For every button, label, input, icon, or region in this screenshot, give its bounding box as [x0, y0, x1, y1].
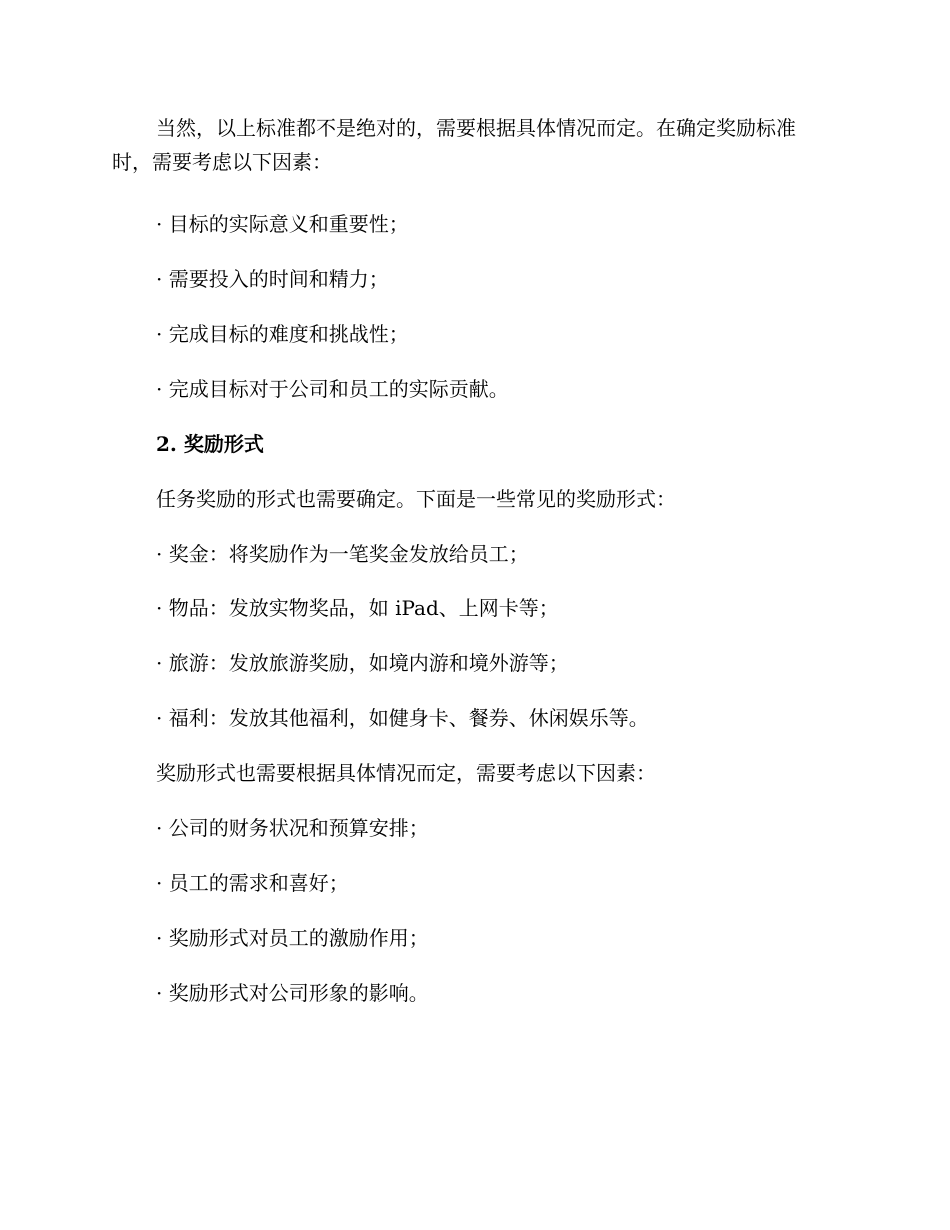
section-heading: 2. 奖励形式 — [156, 432, 264, 456]
form-item-bonus: · 奖金：将奖励作为一笔奖金发放给员工； — [156, 542, 529, 566]
factor-item-2: · 需要投入的时间和精力； — [156, 267, 389, 291]
form-item-goods: · 物品：发放实物奖品，如 iPad、上网卡等； — [156, 596, 559, 620]
factor2-item-4: · 奖励形式对公司形象的影响。 — [156, 981, 429, 1005]
factor-item-3: · 完成目标的难度和挑战性； — [156, 322, 409, 346]
factor2-item-2: · 员工的需求和喜好； — [156, 871, 349, 895]
factor-item-1: · 目标的实际意义和重要性； — [156, 212, 409, 236]
intro-paragraph: 当然，以上标准都不是绝对的，需要根据具体情况而定。在确定奖励标准时，需要考虑以下因素： — [112, 116, 796, 174]
factor2-item-3: · 奖励形式对员工的激励作用； — [156, 926, 429, 950]
form-item-benefits: · 福利：发放其他福利，如健身卡、餐券、休闲娱乐等。 — [156, 706, 649, 730]
forms-factors-intro-paragraph: 奖励形式也需要根据具体情况而定，需要考虑以下因素： — [156, 761, 656, 785]
factor2-item-1: · 公司的财务状况和预算安排； — [156, 816, 429, 840]
factor-item-4: · 完成目标对于公司和员工的实际贡献。 — [156, 377, 509, 401]
forms-intro-paragraph: 任务奖励的形式也需要确定。下面是一些常见的奖励形式： — [156, 487, 676, 511]
form-item-travel: · 旅游：发放旅游奖励，如境内游和境外游等； — [156, 651, 569, 675]
